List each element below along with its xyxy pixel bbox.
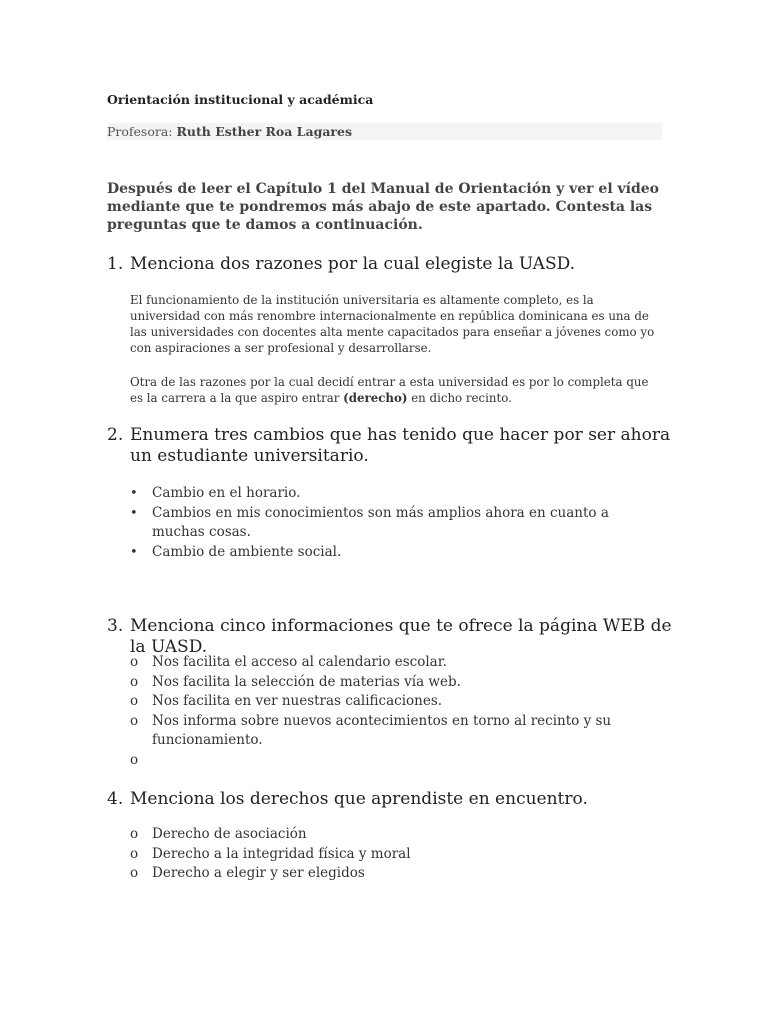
question-3 [107, 616, 687, 658]
list-item [130, 543, 650, 563]
answer-2-list [130, 484, 650, 562]
question-text: Enumera tres cambios que has tenido que hacer por ser ahora un estudiante universitario. [130, 425, 671, 466]
question-text: Menciona dos razones por la cual elegiste la UASD. [130, 254, 576, 274]
list-item-text: Cambios en mis conocimientos son más amplios ahora en cuanto a muchas cosas. [152, 504, 609, 540]
circle-bullet-icon: o [130, 751, 139, 768]
bullet-icon: • [130, 505, 138, 521]
circle-bullet-icon: o [130, 845, 139, 862]
list-item [130, 692, 650, 712]
list-item [130, 484, 650, 504]
circle-bullet-icon: o [130, 673, 139, 690]
question-number: 2. [107, 425, 124, 445]
list-item-text: Nos facilita en ver nuestras calificaciones. [152, 693, 443, 709]
answer-4-list [130, 825, 650, 884]
question-2 [107, 425, 687, 467]
list-item-text: Nos informa sobre nuevos acontecimientos en torno al recinto y su funcionamiento. [152, 712, 612, 748]
bullet-icon: • [130, 486, 138, 501]
answer-1-bold: (derecho) [343, 391, 408, 405]
bullet-icon: • [130, 544, 138, 560]
answer-1-text-end: en dicho recinto. [407, 391, 512, 405]
question-1 [107, 254, 687, 275]
list-item [130, 864, 650, 884]
answer-1-text: Otra de las razones por la cual decidí entrar a esta universidad es por lo completa que es la carrera a la que aspiro entrar [130, 375, 649, 405]
list-item-text: Cambio en el horario. [152, 485, 301, 501]
list-item [130, 825, 650, 845]
list-item-text: Nos facilita el acceso al calendario escolar. [152, 654, 447, 670]
question-number: 4. [107, 789, 124, 809]
professor-line [107, 124, 352, 139]
question-text: Menciona los derechos que aprendiste en encuentro. [130, 789, 588, 809]
circle-bullet-icon: o [130, 865, 139, 881]
list-item-text: Derecho a elegir y ser elegidos [152, 865, 365, 881]
list-item [130, 504, 650, 543]
answer-1-paragraph-2 [130, 374, 662, 406]
document-title: Orientación institucional y académica [107, 92, 374, 107]
circle-bullet-icon: o [130, 712, 139, 729]
question-number: 1. [107, 254, 124, 274]
list-item [130, 712, 650, 751]
circle-bullet-icon: o [130, 654, 139, 670]
professor-name: Ruth Esther Roa Lagares [176, 124, 352, 139]
instructions: Después de leer el Capítulo 1 del Manual de Orientación y ver el vídeo mediante que te pondremos más abajo de este apartado. Contesta las preguntas que te damos a continuación. [107, 181, 660, 233]
list-item-text: Derecho de asociación [152, 826, 307, 842]
answer-1-paragraph-1: El funcionamiento de la institución universitaria es altamente completo, es la universidad con más renombre internacionalmente en república dominicana es una de las universidades con docentes alta mente capacitados para enseñar a jóvenes como yo con aspiraciones a ser profesional y desarrollarse. [130, 293, 655, 355]
list-item [130, 673, 650, 693]
circle-bullet-icon: o [130, 826, 139, 842]
professor-label: Profesora: [107, 124, 177, 139]
question-4 [107, 789, 687, 810]
answer-3-list [130, 653, 650, 768]
question-text: Menciona cinco informaciones que te ofrece la página WEB de la UASD. [130, 616, 672, 657]
question-number: 3. [107, 616, 124, 636]
list-item [130, 653, 650, 673]
list-item-text: Nos facilita la selección de materias vía web. [152, 673, 461, 690]
list-item [130, 845, 650, 865]
list-item-text: Derecho a la integridad física y moral [152, 845, 411, 862]
list-item-text: Cambio de ambiente social. [152, 543, 342, 560]
circle-bullet-icon: o [130, 693, 139, 709]
